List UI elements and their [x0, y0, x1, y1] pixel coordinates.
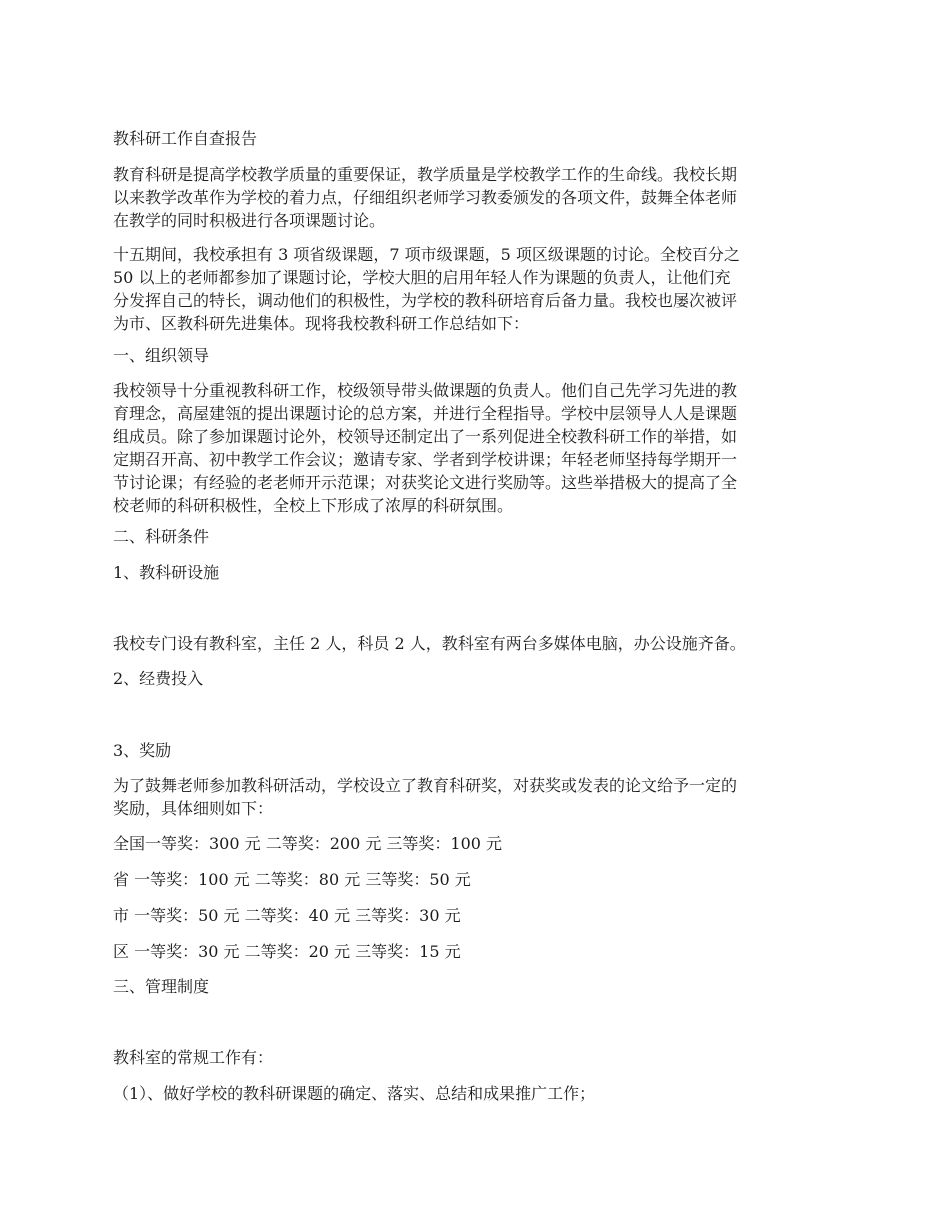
text-line: 教育科研是提高学校教学质量的重要保证，教学质量是学校教学工作的生命线。我校长期	[113, 165, 738, 184]
text-line: 十五期间，我校承担有 3 项省级课题，7 项市级课题，5 项区级课题的讨论。全校百分之	[113, 245, 740, 264]
text-line: 以来教学改革作为学校的着力点，仔细组织老师学习教委颁发的各项文件，鼓舞全体老师	[113, 188, 738, 207]
subheading-funding: 2、经费投入	[113, 669, 204, 688]
awards-paragraph	[113, 774, 843, 820]
text-line: 在教学的同时积极进行各项课题讨论。	[113, 211, 386, 230]
summary-paragraph	[113, 243, 843, 335]
text-line: 我校领导十分重视教科研工作，校级领导带头做课题的负责人。他们自己先学习先进的教	[113, 381, 738, 400]
facilities-paragraph: 我校专门设有教科室，主任 2 人，科员 2 人，教科室有两台多媒体电脑，办公设施齐备。	[113, 634, 746, 653]
subheading-awards: 3、奖励	[113, 741, 172, 760]
award-row-district: 区 一等奖：30 元 二等奖：20 元 三等奖：15 元	[113, 942, 461, 961]
section-heading-conditions: 二、科研条件	[113, 527, 210, 546]
text-line: 分发挥自己的特长，调动他们的积极性，为学校的教科研培育后备力量。我校也屡次被评	[113, 291, 738, 310]
text-line: 为市、区教科研先进集体。现将我校教科研工作总结如下：	[113, 314, 530, 333]
text-line: 校老师的科研积极性，全校上下形成了浓厚的科研氛围。	[113, 496, 514, 515]
text-line: 为了鼓舞老师参加教科研活动，学校设立了教育科研奖，对获奖或发表的论文给予一定的	[113, 776, 738, 795]
section-heading-organization: 一、组织领导	[113, 346, 210, 365]
organization-paragraph	[113, 379, 843, 517]
award-row-city: 市 一等奖：50 元 二等奖：40 元 三等奖：30 元	[113, 906, 461, 925]
document-title: 教科研工作自查报告	[113, 129, 258, 148]
management-intro: 教科室的常规工作有：	[113, 1048, 274, 1067]
text-line: 节讨论课；有经验的老老师开示范课；对获奖论文进行奖励等。这些举措极大的提高了全	[113, 473, 738, 492]
text-line: 定期召开高、初中教学工作会议；邀请专家、学者到学校讲课；年轻老师坚持每学期开一	[113, 450, 738, 469]
award-row-national: 全国一等奖：300 元 二等奖：200 元 三等奖：100 元	[113, 834, 503, 853]
text-line: 组成员。除了参加课题讨论外，校领导还制定出了一系列促进全校教科研工作的举措，如	[113, 427, 738, 446]
text-line: 50 以上的老师都参加了课题讨论，学校大胆的启用年轻人作为课题的负责人，让他们充	[113, 268, 731, 287]
intro-paragraph	[113, 163, 843, 232]
text-line: 育理念，高屋建瓴的提出课题讨论的总方案，并进行全程指导。学校中层领导人人是课题	[113, 404, 738, 423]
subheading-facilities: 1、教科研设施	[113, 563, 220, 582]
text-line: 奖励，具体细则如下：	[113, 799, 274, 818]
section-heading-management: 三、管理制度	[113, 977, 210, 996]
management-item-1: （1）、做好学校的教科研课题的确定、落实、总结和成果推广工作；	[113, 1084, 596, 1103]
award-row-province: 省 一等奖：100 元 二等奖：80 元 三等奖：50 元	[113, 870, 471, 889]
